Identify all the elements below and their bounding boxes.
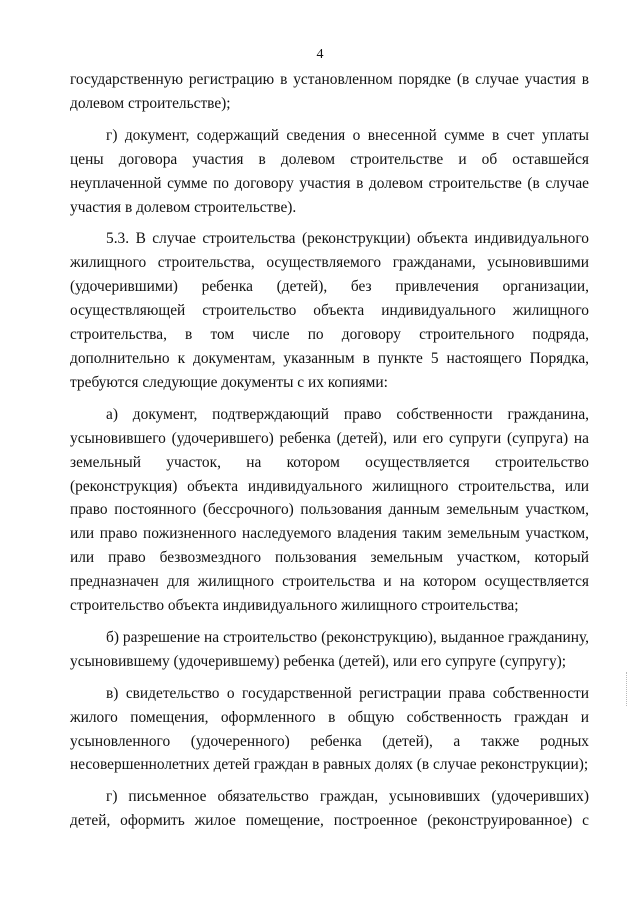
scan-edge-mark xyxy=(626,672,630,706)
paragraph-section-5-3: 5.3. В случае строительства (реконструкции) объекта индивидуального жилищного строительства, осуществляемого гражданами, усыновившими (удочерившими) ребенка (детей), без привлечения организации, осуществляющей строительство объекта индивидуального жилищного строительства, в том числе по договору строительного подряда, дополнительно к документам, указанным в пункте 5 настоящего Порядка, требуются следующие документы с их копиями: xyxy=(70,230,589,391)
paragraph-item-g-written-obligation: г) письменное обязательство граждан, усыновивших (удочеривших) детей, оформить жилое помещение, построенное (реконструированное) с xyxy=(70,788,589,830)
paragraph-item-b-building-permit: б) разрешение на строительство (реконструкцию), выданное гражданину, усыновившему (удочерившему) ребенка (детей), или его супруге (супругу); xyxy=(70,628,589,670)
paragraph-item-a-land-rights: а) документ, подтверждающий право собственности гражданина, усыновившего (удочерившего) ребенка (детей), или его супруги (супруга) на земельный участок, на котором осуществляется строительство (реконструкция) объекта индивидуального жилищного строительства, или право постоянного (бессрочного) пользования данным земельным участком, или право пожизненного наследуемого владения таким земельным участком, или право безвозмездного пользования земельным участком, который предназначен для жилищного строительства и на котором осуществляется строительство объекта индивидуального жилищного строительства; xyxy=(70,405,589,615)
paragraph-item-v-ownership-certificate: в) свидетельство о государственной регистрации права собственности жилого помещения, оформленного в общую собственность граждан и усыновленного (удочеренного) ребенка (детей), а также родных несовершеннолетних детей граждан в равных долях (в случае реконструкции); xyxy=(70,684,589,774)
page-number: 4 xyxy=(316,47,324,62)
paragraph-continuation: государственную регистрацию в установленном порядке (в случае участия в долевом строительстве); xyxy=(70,71,589,112)
document-body xyxy=(70,68,589,833)
paragraph-item-g-contract-payment: г) документ, содержащий сведения о внесенной сумме в счет уплаты цены договора участия в долевом строительстве и об оставшейся неуплаченной сумме по договору участия в долевом строительстве (в случае участия в долевом строительстве). xyxy=(70,126,589,216)
